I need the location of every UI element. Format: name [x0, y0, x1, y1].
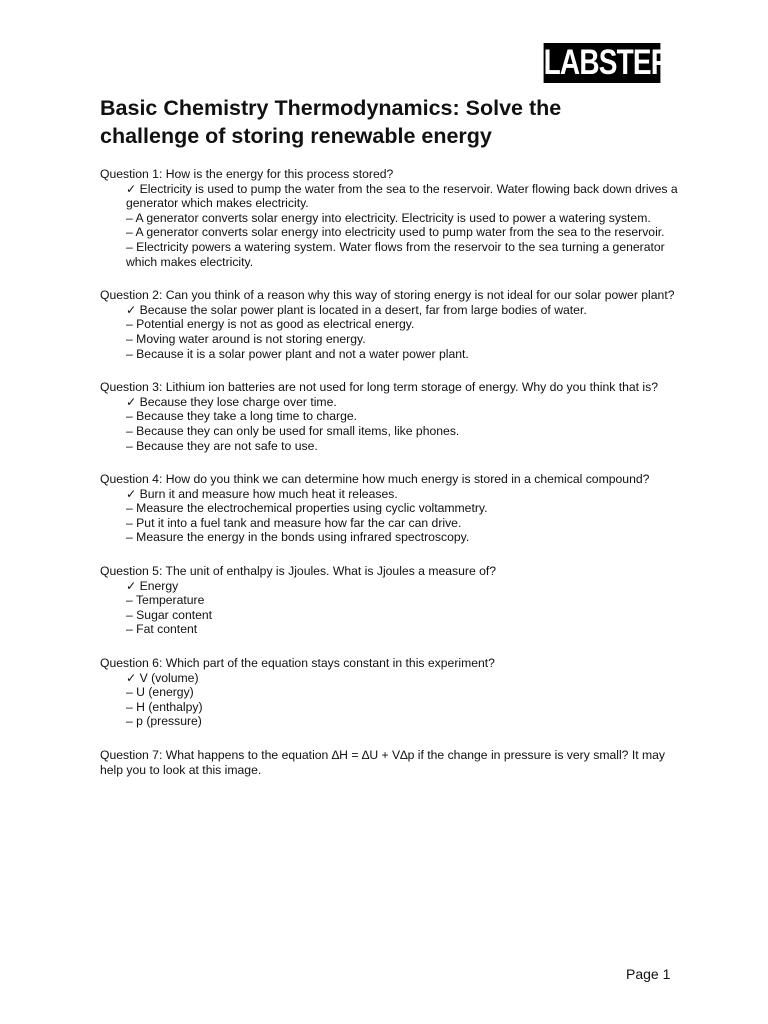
answer-list: [100, 182, 680, 270]
question-text: Question 1: How is the energy for this process stored?: [100, 167, 394, 181]
question-text: Question 4: How do you think we can determine how much energy is stored in a chemical compound?: [100, 472, 650, 487]
answer-option: – Potential energy is not as good as electrical energy.: [126, 317, 415, 332]
question-4: [100, 472, 680, 545]
answer-option: – H (enthalpy): [126, 699, 203, 714]
answer-option: – Sugar content: [126, 607, 213, 622]
question-text: Question 3: Lithium ion batteries are not used for long term storage of energy. Why do you think that is?: [100, 380, 658, 395]
answer-option: – p (pressure): [126, 714, 202, 729]
answer-option-correct: ✓ Energy: [126, 578, 179, 593]
answer-option-correct: ✓ V (volume): [126, 670, 199, 685]
answer-list: [100, 579, 680, 637]
question-6: [100, 656, 680, 729]
answer-option-correct: ✓ Burn it and measure how much heat it releases.: [126, 486, 398, 501]
question-7: [100, 748, 680, 777]
answer-option: – U (energy): [126, 685, 194, 700]
question-1: [100, 167, 680, 269]
answer-option: – Measure the energy in the bonds using infrared spectroscopy.: [126, 530, 470, 545]
labster-logo: LABSTER: [543, 43, 671, 82]
answer-option-correct: ✓ Because they lose charge over time.: [126, 394, 337, 409]
answer-option: – Fat content: [126, 622, 198, 637]
answer-option-correct: ✓ Electricity is used to pump the water from the sea to the reservoir. Water flowing back down drives a generator which makes electricity.: [126, 181, 678, 211]
question-text: Question 7: What happens to the equation ∆H = ∆U + V∆p if the change in pressure is very small? It may help you to look at this image.: [100, 748, 666, 777]
answer-option: – Because they take a long time to charge.: [126, 409, 358, 424]
question-text: Question 5: The unit of enthalpy is Jjoules. What is Jjoules a measure of?: [100, 564, 497, 579]
answer-list: [100, 395, 680, 453]
answer-option: – Temperature: [126, 593, 205, 608]
answer-option: – Because they can only be used for small items, like phones.: [126, 423, 460, 438]
answer-list: [100, 487, 680, 545]
answer-option: – Because they are not safe to use.: [126, 438, 318, 453]
question-text: Question 2: Can you think of a reason why this way of storing energy is not ideal for our solar power plant?: [100, 288, 675, 303]
answer-option: – Because it is a solar power plant and not a water power plant.: [126, 346, 469, 361]
page-number: Page 1: [626, 966, 671, 982]
answer-list: [100, 671, 680, 729]
document-title: Basic Chemistry Thermodynamics: Solve the challenge of storing renewable energy: [100, 96, 562, 148]
answer-option: – Moving water around is not storing energy.: [126, 331, 366, 346]
question-text: Question 6: Which part of the equation stays constant in this experiment?: [100, 656, 495, 671]
answer-option: – Put it into a fuel tank and measure how far the car can drive.: [126, 515, 462, 530]
answer-option: – Electricity powers a watering system. Water flows from the reservoir to the sea turning a generator which makes electricity.: [126, 239, 665, 269]
question-2: [100, 288, 680, 361]
answer-option: – A generator converts solar energy into electricity. Electricity is used to power a watering system.: [126, 210, 651, 225]
question-list: [100, 167, 680, 796]
answer-option-correct: ✓ Because the solar power plant is located in a desert, far from large bodies of water.: [126, 302, 587, 317]
answer-option: – A generator converts solar energy into electricity used to pump water from the sea to the reservoir.: [126, 225, 665, 240]
answer-option: – Measure the electrochemical properties using cyclic voltammetry.: [126, 501, 488, 516]
question-3: [100, 380, 680, 453]
answer-list: [100, 303, 680, 361]
question-5: [100, 564, 680, 637]
